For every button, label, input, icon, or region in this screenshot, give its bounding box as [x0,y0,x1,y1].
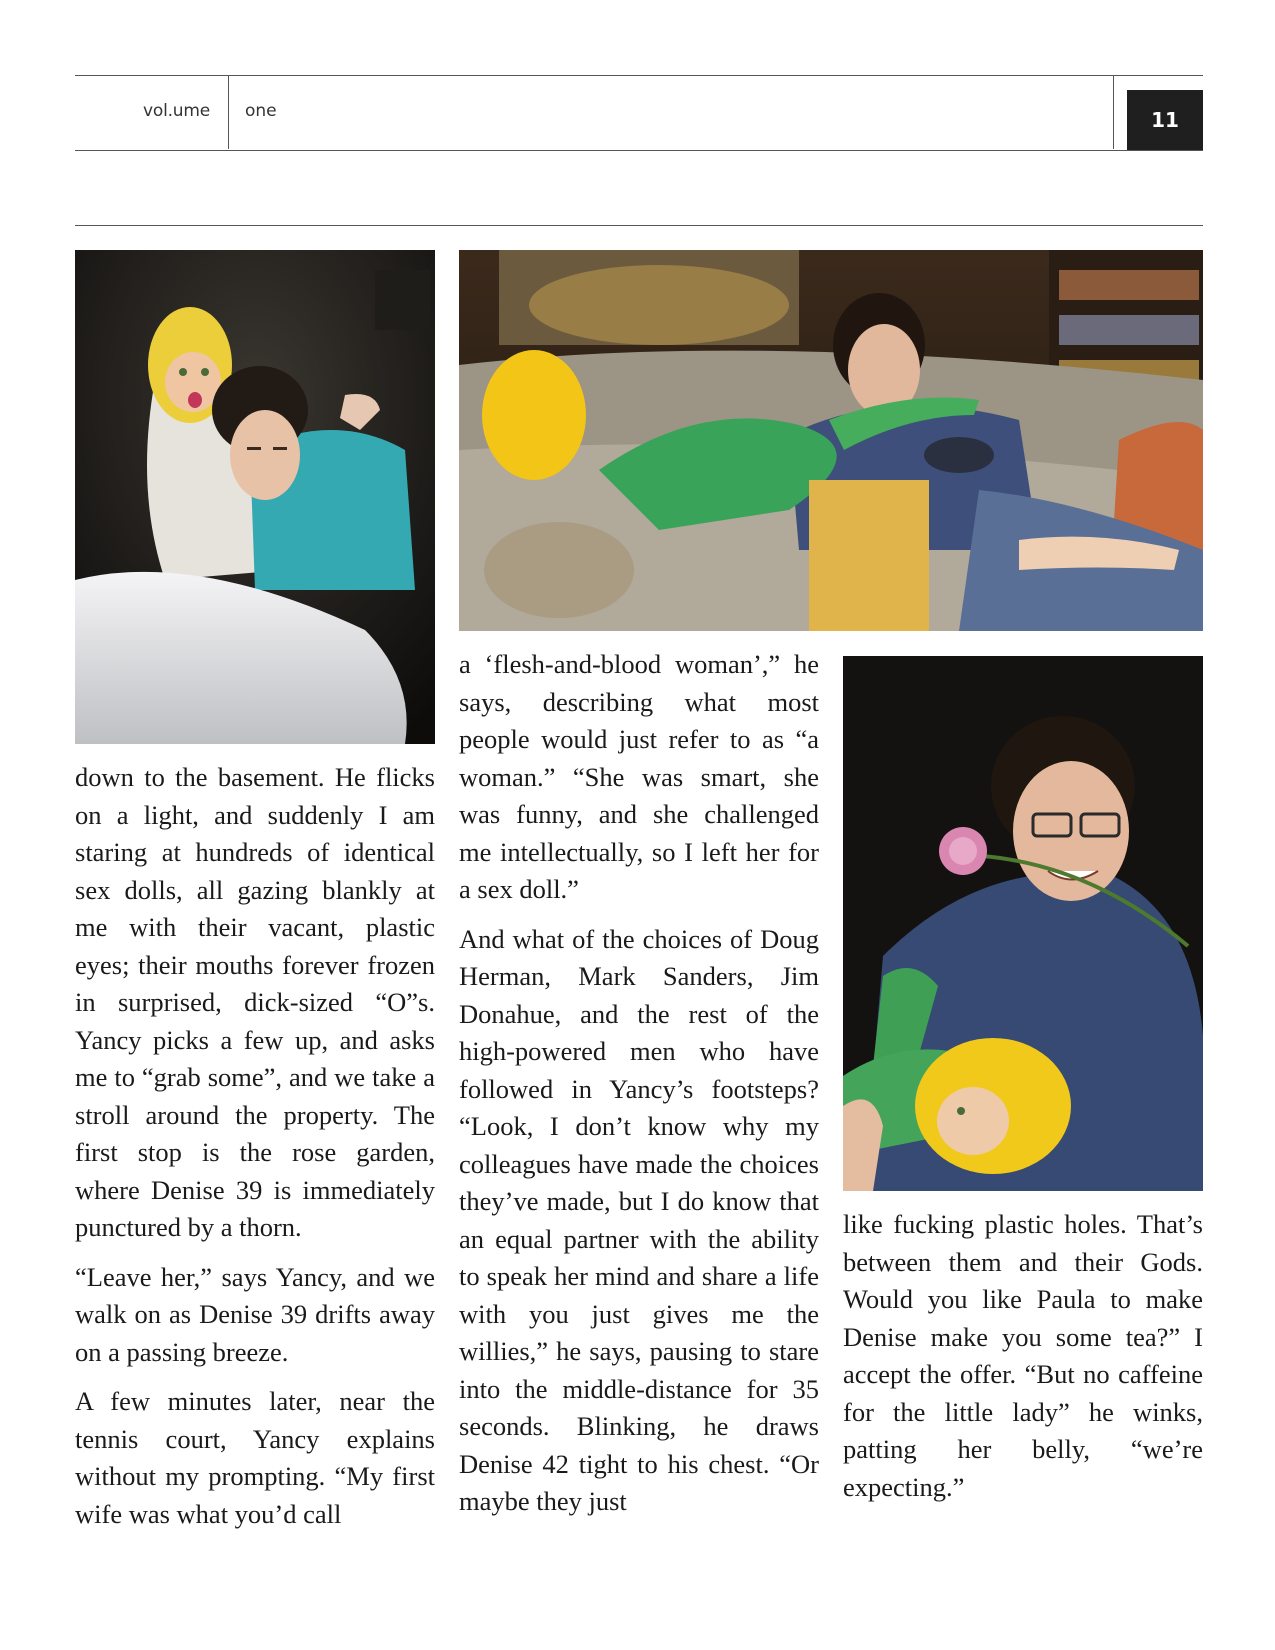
header-divider [75,225,1203,226]
page-number: 11 [1127,90,1203,150]
photo-man-with-rose-and-doll [843,656,1203,1191]
article-paragraph: down to the basement. He flicks on a light, and suddenly I am staring at hundreds of identical sex dolls, all gazing blankly at me with their vacant, plastic eyes; their mouths forever frozen in surprised, dick-sized “O”s. Yancy picks a few up, and asks me to “grab some”, and we take a stroll around the property. The first stop is the rose garden, where Denise 39 is immediately punctured by a thorn. [75,762,435,1242]
photo-3-image [843,656,1203,1191]
article-column-3 [843,1206,1203,1518]
volume-label-cell [75,76,229,149]
article-paragraph: a ‘flesh-and-blood woman’,” he says, describing what most people would just refer to as “a woman.” “She was smart, she was funny, and she challenged me intellectually, so I left her for a sex doll.” [459,649,819,904]
page-header [75,75,1203,151]
article-column-1 [75,759,435,1545]
photo-man-with-doll-on-couch [459,250,1203,631]
article-paragraph: And what of the choices of Doug Herman, Mark Sanders, Jim Donahue, and the rest of the high-powered men who have followed in Yancy’s footsteps? “Look, I don’t know why my colleagues have made the choices they’ve made, but I do know that an equal partner with the ability to speak her mind and share a life with you just gives me the willies,” he says, pausing to stare into the middle-distance for 35 seconds. Blinking, he draws Denise 42 tight to his chest. “Or maybe they just [459,923,819,1516]
photo-2-image [459,250,1203,631]
photo-man-with-doll-at-computer [75,250,435,744]
article-paragraph: like fucking plastic holes. That’s between them and their Gods. Would you like Paula to make Denise make you some tea?” I accept the offer. “But no caffeine for the little lady” he winks, patting her belly, “we’re expecting.” [843,1209,1203,1502]
volume-value: one [245,101,277,121]
photo-1-image [75,250,435,744]
article-paragraph: “Leave her,” says Yancy, and we walk on as Denise 39 drifts away on a passing breeze. [75,1261,435,1367]
article-column-2 [459,646,819,1533]
article-paragraph: A few minutes later, near the tennis court, Yancy explains without my prompting. “My first wife was what you’d call [75,1386,435,1529]
volume-label: vol.ume [143,101,210,121]
page-number-cell [1113,76,1203,149]
